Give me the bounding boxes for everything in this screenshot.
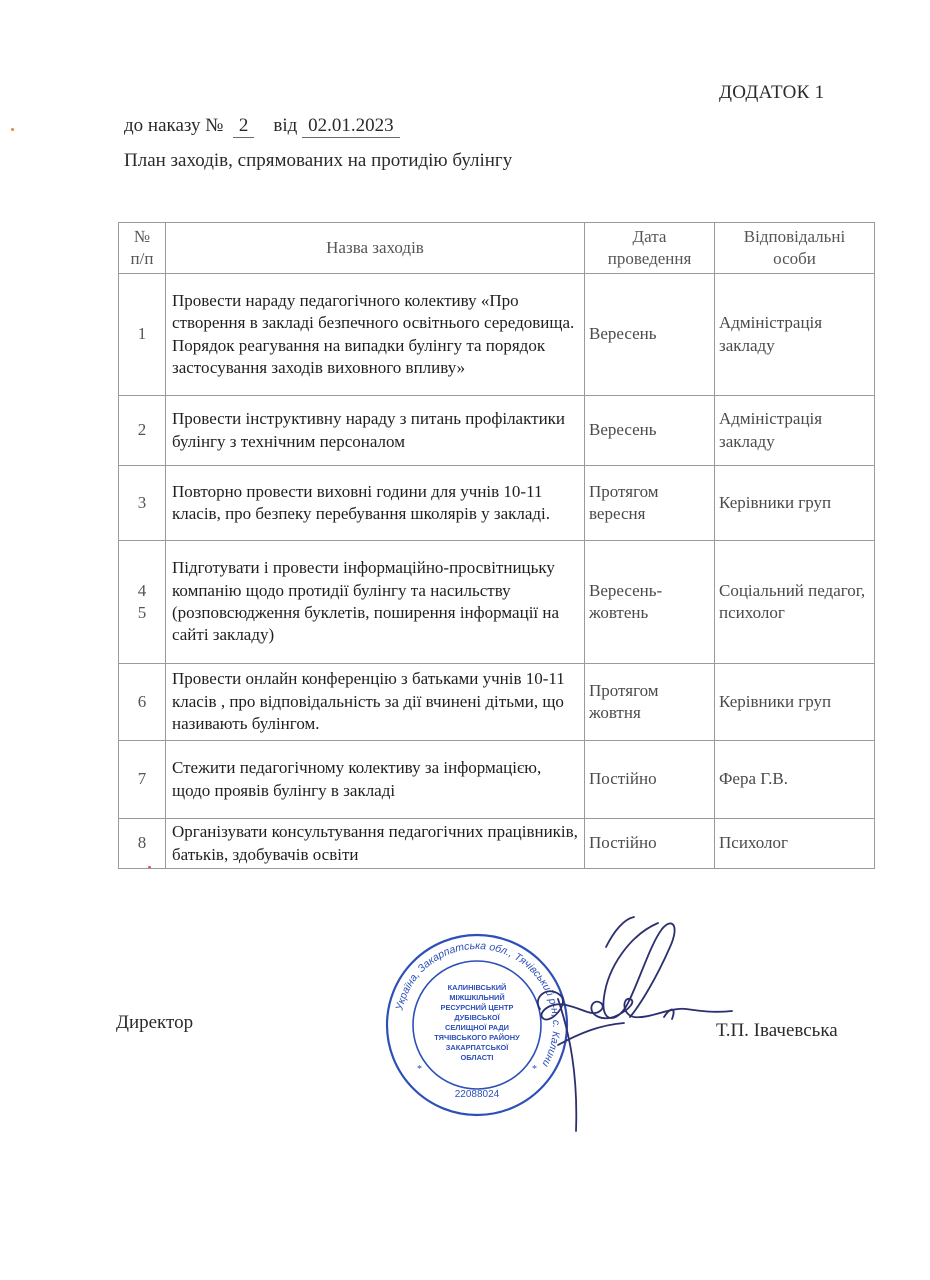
row-responsible: Керівники груп xyxy=(715,466,875,541)
row-number: 6 xyxy=(119,664,166,741)
stamp-outer-text: Україна, Закарпатська обл., Тячівський р-н, с. Калини xyxy=(393,939,563,1069)
table-row xyxy=(119,741,875,819)
row-responsible: Психолог xyxy=(715,819,875,869)
row-date: Постійно xyxy=(585,741,715,819)
table-row xyxy=(119,664,875,741)
row-number: 3 xyxy=(119,466,166,541)
row-date: Вересень xyxy=(585,396,715,466)
row-number: 4 5 xyxy=(119,541,166,664)
row-date: Вересень xyxy=(585,274,715,396)
svg-text:ТЯЧІВСЬКОГО РАЙОНУ: ТЯЧІВСЬКОГО РАЙОНУ xyxy=(434,1033,520,1042)
svg-text:ОБЛАСТІ: ОБЛАСТІ xyxy=(460,1053,494,1062)
row-date: Протягом жовтня xyxy=(585,664,715,741)
row-date: Вересень-жовтень xyxy=(585,541,715,664)
signature xyxy=(500,905,750,1135)
svg-text:СЕЛИЩНОЇ РАДИ: СЕЛИЩНОЇ РАДИ xyxy=(445,1023,509,1032)
row-responsible: Адміністрація закладу xyxy=(715,396,875,466)
column-header-number: № п/п xyxy=(119,223,166,274)
row-responsible: Соціальний педагог, психолог xyxy=(715,541,875,664)
order-reference xyxy=(124,115,400,138)
row-action: Провести нараду педагогічного колективу «Про створення в закладі безпечного освітнього середовища. Порядок реагування на випадки булінгу та порядок застосування заходів виховного впливу» xyxy=(166,274,585,396)
plan-title: План заходів, спрямованих на протидію булінгу xyxy=(124,150,513,171)
table-row xyxy=(119,274,875,396)
svg-text:МІЖШКІЛЬНИЙ: МІЖШКІЛЬНИЙ xyxy=(449,993,505,1002)
svg-text:РЕСУРСНИЙ ЦЕНТР: РЕСУРСНИЙ ЦЕНТР xyxy=(440,1003,514,1012)
stamp-star-icon: * xyxy=(417,1064,422,1075)
order-number: 2 xyxy=(233,115,255,138)
row-action: Провести онлайн конференцію з батьками учнів 10-11 класів , про відповідальність за дії вчинені дітьми, що називають булінгом. xyxy=(166,664,585,741)
stamp-code: 22088024 xyxy=(454,1089,500,1100)
column-header-responsible: Відповідальні особи xyxy=(715,223,875,274)
director-name: Т.П. Івачевська xyxy=(716,1020,838,1041)
row-action: Організувати консультування педагогічних працівників, батьків, здобувачів освіти xyxy=(166,819,585,869)
row-action: Стежити педагогічному колективу за інформацією, щодо проявів булінгу в закладі xyxy=(166,741,585,819)
table-row xyxy=(119,819,875,869)
appendix-label: ДОДАТОК 1 xyxy=(719,82,825,103)
order-prefix: до наказу № xyxy=(124,115,224,136)
measures-table xyxy=(118,222,875,869)
table-header-row xyxy=(119,223,875,274)
row-number: 2 xyxy=(119,396,166,466)
row-responsible: Керівники груп xyxy=(715,664,875,741)
column-header-name: Назва заходів xyxy=(166,223,585,274)
scan-artifact-dot xyxy=(11,128,14,131)
svg-text:ЗАКАРПАТСЬКОЇ: ЗАКАРПАТСЬКОЇ xyxy=(445,1043,509,1052)
row-date: Постійно xyxy=(585,819,715,869)
svg-text:КАЛИНІВСЬКИЙ: КАЛИНІВСЬКИЙ xyxy=(447,983,507,992)
row-responsible: Адміністрація закладу xyxy=(715,274,875,396)
table-row xyxy=(119,466,875,541)
row-responsible: Фера Г.В. xyxy=(715,741,875,819)
order-from: від xyxy=(273,115,298,136)
order-date: 02.01.2023 xyxy=(302,115,400,138)
row-date: Протягом вересня xyxy=(585,466,715,541)
table-row xyxy=(119,541,875,664)
row-number: 1 xyxy=(119,274,166,396)
row-number: 7 xyxy=(119,741,166,819)
row-number: 8 xyxy=(119,819,166,869)
row-action: Повторно провести виховні години для учнів 10-11 класів, про безпеку перебування школярів у закладі. xyxy=(166,466,585,541)
column-header-date: Дата проведення xyxy=(585,223,715,274)
svg-text:ДУБІВСЬКОЇ: ДУБІВСЬКОЇ xyxy=(454,1013,500,1022)
director-label: Директор xyxy=(116,1012,194,1033)
row-action: Підготувати і провести інформаційно-просвітницьку компанію щодо протидії булінгу та насильству (розповсюдження буклетів, поширення інформації на сайті закладу) xyxy=(166,541,585,664)
stamp-star-icon: * xyxy=(532,1064,537,1075)
table-row xyxy=(119,396,875,466)
row-action: Провести інструктивну нараду з питань профілактики булінгу з технічним персоналом xyxy=(166,396,585,466)
